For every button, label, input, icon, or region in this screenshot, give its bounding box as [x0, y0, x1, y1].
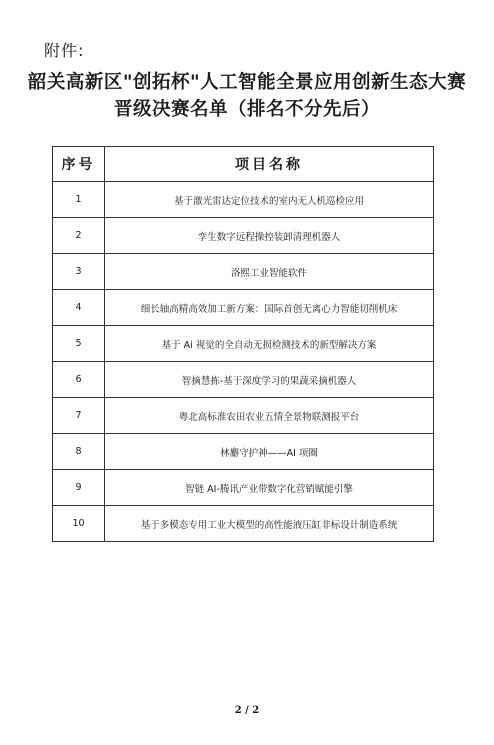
row-index: 5 — [53, 326, 105, 362]
row-index: 4 — [53, 290, 105, 326]
row-project-name: 林麝守护神——AI 项圈 — [105, 434, 434, 470]
table-row — [53, 254, 434, 290]
row-index: 2 — [53, 218, 105, 254]
table-row — [53, 398, 434, 434]
table-row — [53, 506, 434, 542]
row-index: 9 — [53, 470, 105, 506]
row-index: 3 — [53, 254, 105, 290]
table-row — [53, 290, 434, 326]
attachment-label: 附件: — [44, 41, 85, 60]
table-row — [53, 182, 434, 218]
row-project-name: 基于激光雷达定位技术的室内无人机巡检应用 — [105, 182, 434, 218]
table-row — [53, 362, 434, 398]
row-index: 6 — [53, 362, 105, 398]
table-row — [53, 470, 434, 506]
row-index: 10 — [53, 506, 105, 542]
document-title-line-2: 晋级决赛名单（排名不分先后） — [113, 99, 380, 120]
row-project-name: 粤北高标准农田农业五情全景物联测报平台 — [105, 398, 434, 434]
row-project-name: 基于 Ai 视觉的全自动无损检测技术的新型解决方案 — [105, 326, 434, 362]
row-project-name: 智摘慧拣-基于深度学习的果蔬采摘机器人 — [105, 362, 434, 398]
row-project-name: 基于多模态专用工业大模型的高性能液压缸非标设计制造系统 — [105, 506, 434, 542]
table-row — [53, 434, 434, 470]
document-title-line-1: 韶关高新区"创拓杯"人工智能全景应用创新生态大赛 — [27, 72, 467, 93]
header-index: 序号 — [53, 147, 105, 182]
row-project-name: 孪生数字远程操控装卸清理机器人 — [105, 218, 434, 254]
page-number: 2 / 2 — [234, 705, 260, 716]
row-index: 7 — [53, 398, 105, 434]
table-row — [53, 326, 434, 362]
row-index: 8 — [53, 434, 105, 470]
row-project-name: 细长轴高精高效加工新方案：国际首创无离心力智能切削机床 — [105, 290, 434, 326]
table-row — [53, 218, 434, 254]
header-project-name: 项目名称 — [105, 147, 434, 182]
table-header-row — [53, 147, 434, 182]
row-index: 1 — [53, 182, 105, 218]
finalist-table — [52, 146, 434, 542]
row-project-name: 洛熙工业智能软件 — [105, 254, 434, 290]
row-project-name: 智链 AI-腾讯产业带数字化营销赋能引擎 — [105, 470, 434, 506]
